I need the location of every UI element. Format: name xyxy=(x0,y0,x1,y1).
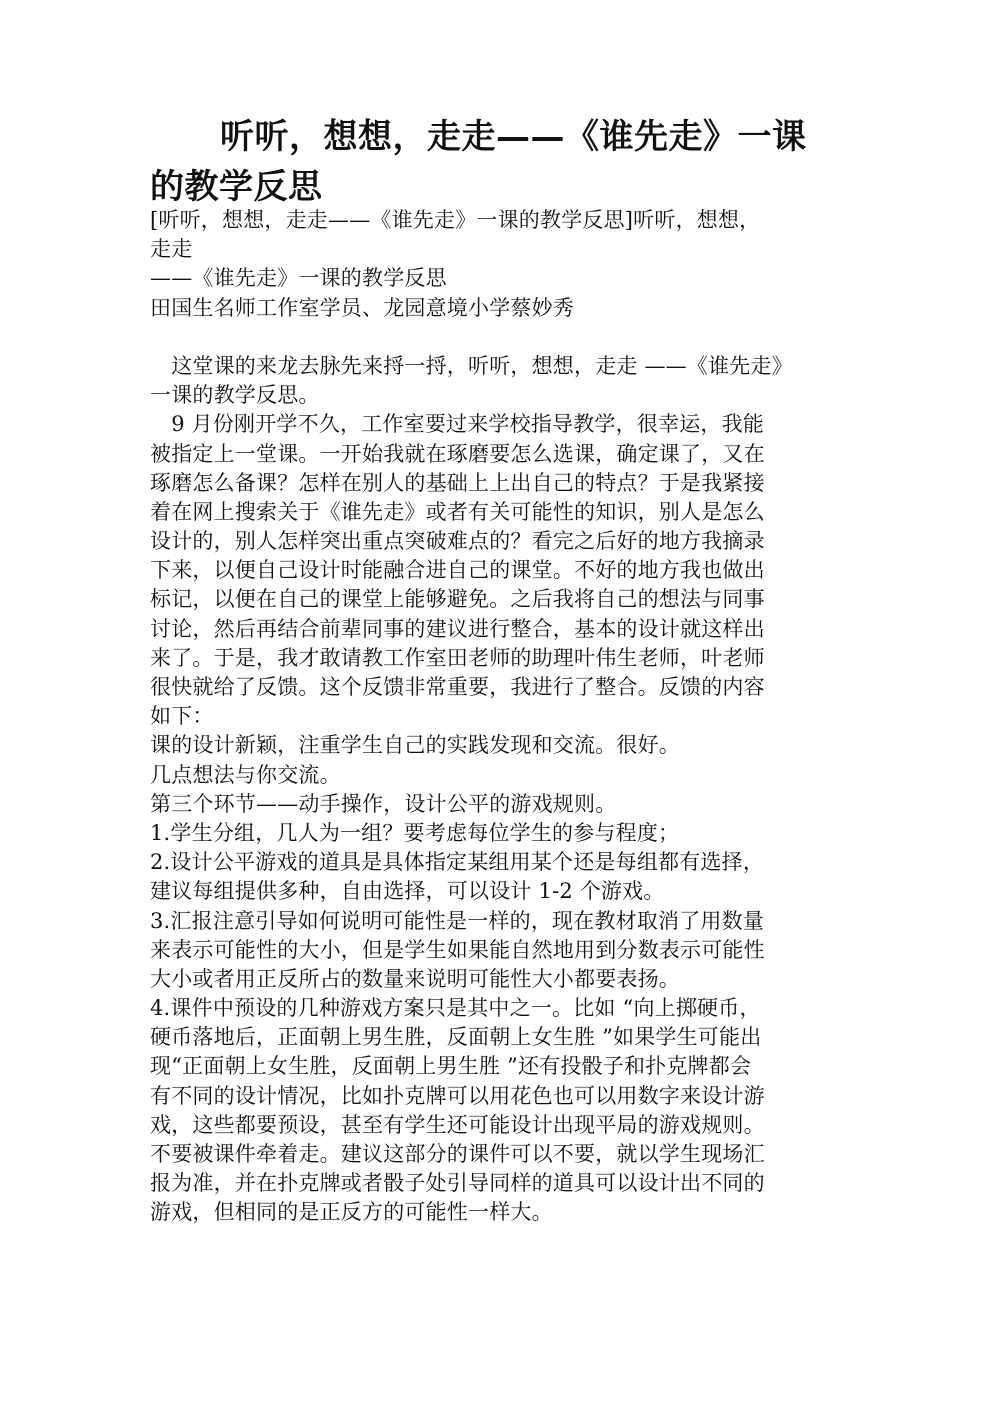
text-line: 很快就给了反馈。这个反馈非常重要，我进行了整合。反馈的内容 xyxy=(150,675,765,699)
text-line: 标记，以便在自己的课堂上能够避免。之后我将自己的想法与同事 xyxy=(150,587,765,612)
text-line: 3.汇报注意引导如何说明可能性是一样的，现在教材取消了用数量 xyxy=(150,908,765,933)
text-line: 来了。于是，我才敢请教工作室田老师的助理叶伟生老师，叶老师 xyxy=(150,645,765,670)
document-body xyxy=(150,206,840,1228)
text-line: 大小或者用正反所占的数量来说明可能性大小都要表扬。 xyxy=(150,966,680,991)
text-line: 报为准，并在扑克牌或者骰子处引导同样的道具可以设计出不同的 xyxy=(150,1171,765,1196)
text-line: 课的设计新颖，注重学生自己的实践发现和交流。很好。 xyxy=(150,733,680,758)
text-line: 这堂课的来龙去脉先来捋一捋，听听，想想，走走 ——《谁先走》 xyxy=(150,353,793,378)
text-line: 4.课件中预设的几种游戏方案只是其中之一。比如 “向上掷硬币， xyxy=(150,996,761,1021)
text-line: 建议每组提供多种，自由选择，可以设计 1-2 个游戏。 xyxy=(150,879,665,904)
text-line: 戏，这些都要预设，甚至有学生还可能设计出现平局的游戏规则。 xyxy=(150,1112,765,1137)
text-line: 被指定上一堂课。一开始我就在琢磨要怎么选课，确定课了，又在 xyxy=(150,441,765,466)
text-line: 来表示可能性的大小，但是学生如果能自然地用到分数表示可能性 xyxy=(150,937,765,962)
text-line: 下来，以便自己设计时能融合进自己的课堂。不好的地方我也做出 xyxy=(150,558,765,583)
text-line: 游戏，但相同的是正反方的可能性一样大。 xyxy=(150,1200,553,1225)
text-line: 琢磨怎么备课？怎样在别人的基础上上出自己的特点？于是我紧接 xyxy=(150,470,765,495)
text-line: 硬币落地后，正面朝上男生胜，反面朝上女生胜 ”如果学生可能出 xyxy=(150,1025,762,1050)
text-line: 9 月份刚开学不久，工作室要过来学校指导教学，很幸运，我能 xyxy=(150,412,765,437)
text-line: [听听，想想，走走——《谁先走》一课的教学反思]听听，想想， xyxy=(150,208,761,232)
text-line: 现“正面朝上女生胜，反面朝上男生胜 ”还有投骰子和扑克牌都会 xyxy=(150,1054,752,1079)
text-line: 一课的教学反思。 xyxy=(150,383,320,408)
text-line: 讨论，然后再结合前辈同事的建议进行整合，基本的设计就这样出 xyxy=(150,616,765,641)
text-line: ——《谁先走》一课的教学反思 xyxy=(150,266,447,291)
text-line: 有不同的设计情况，比如扑克牌可以用花色也可以用数字来设计游 xyxy=(150,1083,765,1108)
text-line: 1.学生分组，几人为一组？要考虑每位学生的参与程度； xyxy=(150,820,680,845)
text-line: 不要被课件牵着走。建议这部分的课件可以不要，就以学生现场汇 xyxy=(150,1142,765,1166)
text-line: 第三个环节——动手操作，设计公平的游戏规则。 xyxy=(150,791,617,816)
text-line: 设计的，别人怎样突出重点突破难点的？看完之后好的地方我摘录 xyxy=(150,529,765,554)
text-line: 着在网上搜索关于《谁先走》或者有关可能性的知识，别人是怎么 xyxy=(150,499,765,524)
text-line: 田国生名师工作室学员、龙园意境小学蔡妙秀 xyxy=(150,295,574,320)
document-title: 听听，想想，走走——《谁先走》一课的教学反思 xyxy=(150,117,807,207)
text-line: 2.设计公平游戏的道具是具体指定某组用某个还是每组都有选择， xyxy=(150,850,765,875)
text-line: 如下： xyxy=(150,704,214,729)
blank-line xyxy=(150,323,840,352)
text-line: 几点想法与你交流。 xyxy=(150,762,341,787)
text-line: 走走 xyxy=(150,237,193,262)
